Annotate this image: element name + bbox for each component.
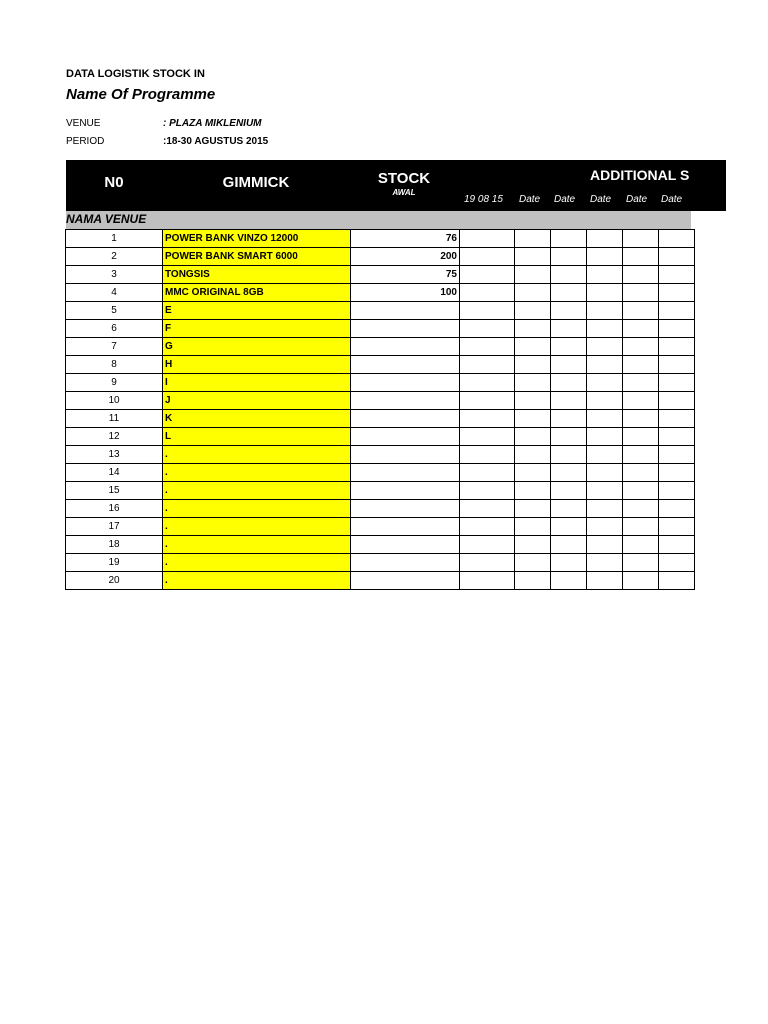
date-cell[interactable]	[460, 428, 515, 446]
date-cell[interactable]	[587, 302, 623, 320]
row-number: 7	[66, 338, 163, 356]
date-cell[interactable]	[659, 428, 695, 446]
header-stock: STOCK	[377, 170, 431, 187]
date-cell[interactable]	[515, 320, 551, 338]
date-cell[interactable]	[515, 230, 551, 248]
stock-awal-cell[interactable]	[351, 302, 460, 320]
date-cell[interactable]	[623, 500, 659, 518]
date-cell[interactable]	[460, 356, 515, 374]
date-cell[interactable]	[659, 374, 695, 392]
gimmick-cell[interactable]: TONGSIS	[163, 266, 351, 284]
row-number: 10	[66, 392, 163, 410]
date-cell[interactable]	[623, 338, 659, 356]
row-number: 11	[66, 410, 163, 428]
table-row	[66, 392, 695, 410]
header-date: Date	[590, 194, 612, 205]
date-cell[interactable]	[623, 230, 659, 248]
stock-awal-cell[interactable]: 75	[351, 266, 460, 284]
date-cell[interactable]	[515, 482, 551, 500]
table-row	[66, 230, 695, 248]
row-number: 8	[66, 356, 163, 374]
header-date: Date	[519, 194, 541, 205]
date-cell[interactable]	[587, 248, 623, 266]
date-cell[interactable]	[460, 230, 515, 248]
date-cell[interactable]	[659, 536, 695, 554]
date-cell[interactable]	[551, 338, 587, 356]
date-cell[interactable]	[623, 446, 659, 464]
table-row	[66, 428, 695, 446]
row-number: 9	[66, 374, 163, 392]
date-cell[interactable]	[460, 572, 515, 590]
stock-awal-cell[interactable]	[351, 464, 460, 482]
gimmick-cell[interactable]: .	[163, 464, 351, 482]
date-cell[interactable]	[659, 410, 695, 428]
date-cell[interactable]	[460, 320, 515, 338]
stock-awal-cell[interactable]	[351, 320, 460, 338]
period-value: :18-30 AGUSTUS 2015	[163, 136, 269, 147]
stock-awal-cell[interactable]: 200	[351, 248, 460, 266]
table-row	[66, 374, 695, 392]
table-row	[66, 266, 695, 284]
row-number: 12	[66, 428, 163, 446]
date-cell[interactable]	[551, 284, 587, 302]
stock-awal-cell[interactable]	[351, 374, 460, 392]
date-cell[interactable]	[515, 392, 551, 410]
gimmick-cell[interactable]: .	[163, 500, 351, 518]
date-cell[interactable]	[659, 572, 695, 590]
date-cell[interactable]	[551, 320, 587, 338]
venue-value: : PLAZA MIKLENIUM	[163, 118, 262, 129]
date-cell[interactable]	[659, 266, 695, 284]
date-cell[interactable]	[515, 446, 551, 464]
date-cell[interactable]	[460, 266, 515, 284]
table-row	[66, 554, 695, 572]
date-cell[interactable]	[659, 392, 695, 410]
stock-awal-cell[interactable]	[351, 536, 460, 554]
date-cell[interactable]	[659, 464, 695, 482]
table-row	[66, 284, 695, 302]
date-cell[interactable]	[659, 284, 695, 302]
table-row	[66, 248, 695, 266]
date-cell[interactable]	[551, 230, 587, 248]
date-cell[interactable]	[460, 338, 515, 356]
stock-awal-cell[interactable]	[351, 572, 460, 590]
date-cell[interactable]	[460, 302, 515, 320]
date-cell[interactable]	[551, 518, 587, 536]
table-row	[66, 320, 695, 338]
gimmick-cell[interactable]: POWER BANK VINZO 12000	[163, 230, 351, 248]
date-cell[interactable]	[551, 428, 587, 446]
table-row	[66, 338, 695, 356]
row-number: 19	[66, 554, 163, 572]
gimmick-cell[interactable]: K	[163, 410, 351, 428]
date-cell[interactable]	[587, 464, 623, 482]
date-cell[interactable]	[659, 518, 695, 536]
stock-awal-cell[interactable]	[351, 392, 460, 410]
gimmick-cell[interactable]: .	[163, 482, 351, 500]
table-row	[66, 500, 695, 518]
date-cell[interactable]	[460, 374, 515, 392]
date-cell[interactable]	[551, 266, 587, 284]
row-number: 20	[66, 572, 163, 590]
date-cell[interactable]	[623, 266, 659, 284]
gimmick-cell[interactable]: L	[163, 428, 351, 446]
row-number: 14	[66, 464, 163, 482]
stock-table	[65, 229, 695, 590]
date-cell[interactable]	[515, 554, 551, 572]
gimmick-cell[interactable]: .	[163, 554, 351, 572]
stock-awal-cell[interactable]	[351, 482, 460, 500]
date-cell[interactable]	[515, 536, 551, 554]
date-cell[interactable]	[551, 536, 587, 554]
date-cell[interactable]	[551, 392, 587, 410]
date-cell[interactable]	[551, 464, 587, 482]
row-number: 3	[66, 266, 163, 284]
stock-awal-cell[interactable]	[351, 428, 460, 446]
gimmick-cell[interactable]: .	[163, 446, 351, 464]
date-cell[interactable]	[587, 356, 623, 374]
date-cell[interactable]	[623, 410, 659, 428]
date-cell[interactable]	[623, 392, 659, 410]
date-cell[interactable]	[460, 392, 515, 410]
date-cell[interactable]	[515, 464, 551, 482]
row-number: 15	[66, 482, 163, 500]
date-cell[interactable]	[551, 572, 587, 590]
row-number: 1	[66, 230, 163, 248]
date-cell[interactable]	[623, 302, 659, 320]
date-cell[interactable]	[460, 284, 515, 302]
venue-section-label: NAMA VENUE	[66, 212, 147, 226]
table-row	[66, 410, 695, 428]
date-cell[interactable]	[659, 482, 695, 500]
date-cell[interactable]	[623, 284, 659, 302]
date-cell[interactable]	[551, 302, 587, 320]
date-cell[interactable]	[515, 374, 551, 392]
date-cell[interactable]	[515, 302, 551, 320]
date-cell[interactable]	[659, 302, 695, 320]
row-number: 4	[66, 284, 163, 302]
date-cell[interactable]	[587, 392, 623, 410]
date-cell[interactable]	[623, 518, 659, 536]
date-cell[interactable]	[659, 230, 695, 248]
stock-awal-cell[interactable]: 76	[351, 230, 460, 248]
stock-awal-cell[interactable]	[351, 356, 460, 374]
date-cell[interactable]	[587, 410, 623, 428]
date-cell[interactable]	[515, 266, 551, 284]
stock-awal-cell[interactable]	[351, 518, 460, 536]
date-cell[interactable]	[587, 500, 623, 518]
date-cell[interactable]	[551, 554, 587, 572]
date-cell[interactable]	[515, 428, 551, 446]
date-cell[interactable]	[659, 500, 695, 518]
date-cell[interactable]	[551, 410, 587, 428]
row-number: 16	[66, 500, 163, 518]
date-cell[interactable]	[623, 374, 659, 392]
stock-awal-cell[interactable]: 100	[351, 284, 460, 302]
date-cell[interactable]	[587, 482, 623, 500]
date-cell[interactable]	[515, 338, 551, 356]
period-label: PERIOD	[66, 136, 105, 147]
date-cell[interactable]	[623, 482, 659, 500]
date-cell[interactable]	[551, 374, 587, 392]
table-row	[66, 302, 695, 320]
table-row	[66, 482, 695, 500]
date-cell[interactable]	[587, 446, 623, 464]
header-no: N0	[104, 174, 124, 191]
header-gimmick: GIMMICK	[222, 174, 290, 191]
date-cell[interactable]	[551, 356, 587, 374]
date-cell[interactable]	[587, 536, 623, 554]
date-cell[interactable]	[659, 356, 695, 374]
date-cell[interactable]	[587, 266, 623, 284]
date-cell[interactable]	[623, 320, 659, 338]
gimmick-cell[interactable]: MMC ORIGINAL 8GB	[163, 284, 351, 302]
date-cell[interactable]	[587, 518, 623, 536]
date-cell[interactable]	[587, 230, 623, 248]
header-date: 19 08 15	[464, 194, 503, 205]
row-number: 18	[66, 536, 163, 554]
row-number: 17	[66, 518, 163, 536]
stock-awal-cell[interactable]	[351, 338, 460, 356]
date-cell[interactable]	[623, 464, 659, 482]
table-row	[66, 464, 695, 482]
row-number: 13	[66, 446, 163, 464]
date-cell[interactable]	[551, 446, 587, 464]
date-cell[interactable]	[623, 572, 659, 590]
row-number: 6	[66, 320, 163, 338]
gimmick-cell[interactable]: H	[163, 356, 351, 374]
gimmick-cell[interactable]: E	[163, 302, 351, 320]
date-cell[interactable]	[659, 446, 695, 464]
date-cell[interactable]	[587, 554, 623, 572]
date-cell[interactable]	[659, 248, 695, 266]
date-cell[interactable]	[587, 284, 623, 302]
gimmick-cell[interactable]: .	[163, 536, 351, 554]
date-cell[interactable]	[515, 500, 551, 518]
date-cell[interactable]	[587, 338, 623, 356]
table-row	[66, 518, 695, 536]
date-cell[interactable]	[515, 410, 551, 428]
table-row	[66, 536, 695, 554]
date-cell[interactable]	[659, 320, 695, 338]
date-cell[interactable]	[623, 248, 659, 266]
gimmick-cell[interactable]: F	[163, 320, 351, 338]
date-cell[interactable]	[515, 572, 551, 590]
date-cell[interactable]	[659, 554, 695, 572]
venue-label: VENUE	[66, 118, 101, 129]
date-cell[interactable]	[623, 554, 659, 572]
date-cell[interactable]	[460, 536, 515, 554]
gimmick-cell[interactable]: .	[163, 572, 351, 590]
gimmick-cell[interactable]: POWER BANK SMART 6000	[163, 248, 351, 266]
stock-awal-cell[interactable]	[351, 410, 460, 428]
date-cell[interactable]	[623, 356, 659, 374]
date-cell[interactable]	[659, 338, 695, 356]
date-cell[interactable]	[587, 320, 623, 338]
table-row	[66, 446, 695, 464]
row-number: 5	[66, 302, 163, 320]
date-cell[interactable]	[587, 374, 623, 392]
date-cell[interactable]	[515, 284, 551, 302]
programme-name: Name Of Programme	[66, 86, 216, 103]
gimmick-cell[interactable]: J	[163, 392, 351, 410]
date-cell[interactable]	[460, 500, 515, 518]
header-date: Date	[661, 194, 683, 205]
header-additional: ADDITIONAL S	[590, 167, 690, 183]
date-cell[interactable]	[551, 248, 587, 266]
document-title: DATA LOGISTIK STOCK IN	[66, 68, 205, 80]
date-cell[interactable]	[515, 248, 551, 266]
table-row	[66, 356, 695, 374]
header-stock-awal: AWAL	[392, 188, 416, 197]
date-cell[interactable]	[460, 554, 515, 572]
gimmick-cell[interactable]: I	[163, 374, 351, 392]
venue-section-row	[66, 211, 691, 229]
table-row	[66, 572, 695, 590]
stock-awal-cell[interactable]	[351, 500, 460, 518]
stock-awal-cell[interactable]	[351, 554, 460, 572]
table-header	[66, 160, 726, 211]
date-cell[interactable]	[587, 428, 623, 446]
date-cell[interactable]	[460, 464, 515, 482]
date-cell[interactable]	[551, 482, 587, 500]
date-cell[interactable]	[460, 518, 515, 536]
date-cell[interactable]	[460, 446, 515, 464]
date-cell[interactable]	[551, 500, 587, 518]
date-cell[interactable]	[515, 518, 551, 536]
header-date: Date	[626, 194, 648, 205]
date-cell[interactable]	[587, 572, 623, 590]
gimmick-cell[interactable]: G	[163, 338, 351, 356]
date-cell[interactable]	[460, 482, 515, 500]
date-cell[interactable]	[460, 248, 515, 266]
gimmick-cell[interactable]: .	[163, 518, 351, 536]
header-date: Date	[554, 194, 576, 205]
date-cell[interactable]	[623, 536, 659, 554]
date-cell[interactable]	[460, 410, 515, 428]
date-cell[interactable]	[623, 428, 659, 446]
stock-awal-cell[interactable]	[351, 446, 460, 464]
row-number: 2	[66, 248, 163, 266]
date-cell[interactable]	[515, 356, 551, 374]
